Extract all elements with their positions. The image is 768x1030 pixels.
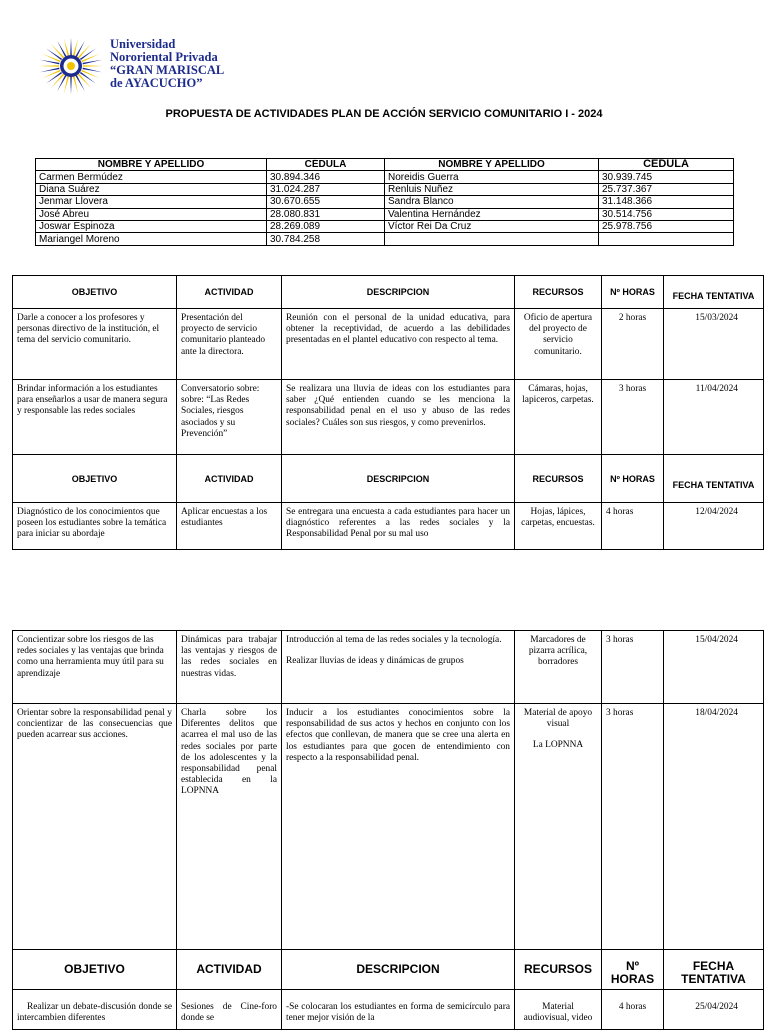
header-objetivo: OBJETIVO <box>13 455 177 503</box>
team-row <box>36 220 734 232</box>
header-horas: Nº HORAS <box>602 455 664 503</box>
cell-objetivo: Concientizar sobre los riesgos de las redes sociales y las ventajas que brinda como una herramienta muy útil para su aprendizaje <box>13 631 177 704</box>
header-fecha: FECHA TENTATIVA <box>664 455 764 503</box>
header-recursos: RECURSOS <box>515 950 602 990</box>
cell-objetivo: Realizar un debate-discusión donde se intercambien diferentes <box>13 990 177 1030</box>
cell-fecha: 12/04/2024 <box>664 503 764 550</box>
header-descripcion: DESCRIPCION <box>282 455 515 503</box>
team-cell: Sandra Blanco <box>385 196 599 208</box>
cell-objetivo: Diagnóstico de los conocimientos que poseen los estudiantes sobre la temática para iniciar su abordaje <box>13 503 177 550</box>
team-cell: Diana Suárez <box>36 183 267 195</box>
team-header-name-2: NOMBRE Y APELLIDO <box>385 159 599 171</box>
header-fecha: FECHA TENTATIVA <box>664 276 764 309</box>
header-fecha: FECHA TENTATIVA <box>664 950 764 990</box>
cell-horas: 2 horas <box>602 309 664 380</box>
cell-horas: 3 horas <box>602 704 664 950</box>
cell-descripcion: Inducir a los estudiantes conocimientos sobre la responsabilidad de sus actos y hechos en conjunto con los efectos que conllevan, de manera que se cree una alerta en los estudiantes para que gocen de entendimiento con respecto a la responsabilidad penal. <box>282 704 515 950</box>
header-actividad: ACTIVIDAD <box>177 276 282 309</box>
team-row <box>36 196 734 208</box>
activity-row <box>13 309 764 380</box>
team-cell: Víctor Rei Da Cruz <box>385 220 599 232</box>
cell-actividad: Aplicar encuestas a los estudiantes <box>177 503 282 550</box>
team-cell: Carmen Bermúdez <box>36 171 267 183</box>
cell-horas: 3 horas <box>602 380 664 455</box>
team-cell <box>385 233 599 245</box>
cell-fecha: 18/04/2024 <box>664 704 764 950</box>
cell-actividad: Conversatorio sobre: sobre: “Las Redes Sociales, riesgos asociados y su Prevención” <box>177 380 282 455</box>
cell-descripcion: Se entregara una encuesta a cada estudiantes para hacer un diagnóstico referentes a las redes sociales y la Responsabilidad Penal por su mal uso <box>282 503 515 550</box>
header-descripcion: DESCRIPCION <box>282 276 515 309</box>
activities-table-1 <box>12 275 764 550</box>
team-cell: 30.939.745 <box>599 171 734 183</box>
team-cell: 25.978.756 <box>599 220 734 232</box>
team-cell <box>599 233 734 245</box>
header-objetivo: OBJETIVO <box>13 950 177 990</box>
activity-row <box>13 503 764 550</box>
cell-recursos: Oficio de apertura del proyecto de servicio comunitario. <box>515 309 602 380</box>
team-cell: Renluis Nuñez <box>385 183 599 195</box>
team-header-name-1: NOMBRE Y APELLIDO <box>36 159 267 171</box>
cell-horas: 4 horas <box>602 503 664 550</box>
cell-descripcion-line-1: Introducción al tema de las redes sociales y la tecnología. <box>286 635 502 645</box>
document-title: PROPUESTA DE ACTIVIDADES PLAN DE ACCIÓN SERVICIO COMUNITARIO I - 2024 <box>165 108 603 120</box>
header-horas: Nº HORAS <box>602 950 664 990</box>
activity-row <box>13 704 764 950</box>
header-descripcion: DESCRIPCION <box>282 950 515 990</box>
header-recursos: RECURSOS <box>515 455 602 503</box>
header-row <box>13 455 764 503</box>
cell-actividad: Charla sobre los Diferentes delitos que acarrea el mal uso de las redes sociales por parte de los adolescentes y la responsabilidad penal establecida en la LOPNNA <box>177 704 282 950</box>
cell-descripcion: Reunión con el personal de la unidad educativa, para obtener la receptividad, de acuerdo a las debilidades presentadas en el plantel educativo con respecto al tema. <box>282 309 515 380</box>
activity-row <box>13 631 764 704</box>
team-cell: 31.148.366 <box>599 196 734 208</box>
header-objetivo: OBJETIVO <box>13 276 177 309</box>
cell-descripcion: Se realizara una lluvia de ideas con los estudiantes para saber ¿Qué entienden cuando se les menciona la responsabilidad penal en el uso y abuso de las redes sociales? Cuáles son sus riesgos, y como prevenirlos. <box>282 380 515 455</box>
university-logo-icon <box>33 33 109 99</box>
cell-fecha: 25/04/2024 <box>664 990 764 1030</box>
cell-objetivo: Orientar sobre la responsabilidad penal y concientizar de las consecuencias que pueden acarrear sus acciones. <box>13 704 177 950</box>
cell-recursos: Marcadores de pizarra acrílica, borradores <box>515 631 602 704</box>
activity-row <box>13 380 764 455</box>
team-cell: 31.024.287 <box>267 183 385 195</box>
header-row <box>13 950 764 990</box>
logo-line-1: Universidad <box>110 37 176 51</box>
logo-line-4: de AYACUCHO” <box>110 76 203 90</box>
cell-recursos-line-1: Material de apoyo visual <box>523 708 593 730</box>
cell-descripcion-line-2: Realizar lluvias de ideas y dinámicas de grupos <box>286 656 464 667</box>
logo-line-2: Nororiental Privada <box>110 50 218 64</box>
cell-recursos: Material audiovisual, video <box>515 990 602 1030</box>
team-cell: Noreidis Guerra <box>385 171 599 183</box>
team-cell: 30.670.655 <box>267 196 385 208</box>
cell-fecha: 11/04/2024 <box>664 380 764 455</box>
team-header-row <box>36 159 734 171</box>
team-cell: 28.080.831 <box>267 208 385 220</box>
header-actividad: ACTIVIDAD <box>177 950 282 990</box>
team-cell: Valentina Hernández <box>385 208 599 220</box>
cell-horas: 4 horas <box>602 990 664 1030</box>
team-row <box>36 183 734 195</box>
team-cell: 28.269.089 <box>267 220 385 232</box>
cell-descripcion: -Se colocaran los estudiantes en forma de semicírculo para tener mejor visión de la <box>282 990 515 1030</box>
cell-actividad: Dinámicas para trabajar las ventajas y riesgos de las redes sociales en nuestras vidas. <box>177 631 282 704</box>
team-row <box>36 171 734 183</box>
cell-objetivo: Brindar información a los estudiantes para enseñarlos a usar de manera segura y responsable las redes sociales <box>13 380 177 455</box>
team-table <box>35 158 734 246</box>
header-actividad: ACTIVIDAD <box>177 455 282 503</box>
team-cell: 30.514.756 <box>599 208 734 220</box>
team-cell: Joswar Espinoza <box>36 220 267 232</box>
team-cell: 30.784.258 <box>267 233 385 245</box>
cell-actividad: Sesiones de Cine-foro donde se <box>177 990 282 1030</box>
team-row <box>36 233 734 245</box>
cell-descripcion <box>282 631 515 704</box>
cell-actividad: Presentación del proyecto de servicio comunitario planteado ante la directora. <box>177 309 282 380</box>
team-cell: 30.894.346 <box>267 171 385 183</box>
team-cell: José Abreu <box>36 208 267 220</box>
team-cell: 25.737.367 <box>599 183 734 195</box>
cell-fecha: 15/04/2024 <box>664 631 764 704</box>
header-recursos: RECURSOS <box>515 276 602 309</box>
cell-horas: 3 horas <box>602 631 664 704</box>
cell-recursos-line-2: La LOPNNA <box>532 740 584 751</box>
cell-recursos: Hojas, lápices, carpetas, encuestas. <box>515 503 602 550</box>
logo-line-3: “GRAN MARISCAL <box>110 63 225 77</box>
header-row <box>13 276 764 309</box>
cell-fecha: 15/03/2024 <box>664 309 764 380</box>
activities-table-2 <box>12 630 764 1030</box>
team-cell: Jenmar Llovera <box>36 196 267 208</box>
cell-objetivo: Darle a conocer a los profesores y personas directivo de la institución, el tema del servicio comunitario. <box>13 309 177 380</box>
university-name <box>110 38 224 90</box>
team-header-id-1: CÉDULA <box>267 159 385 171</box>
team-cell: Mariangel Moreno <box>36 233 267 245</box>
cell-recursos <box>515 704 602 950</box>
team-header-id-2: CEDULA <box>599 159 734 171</box>
cell-recursos: Cámaras, hojas, lapiceros, carpetas. <box>515 380 602 455</box>
header-horas: Nº HORAS <box>602 276 664 309</box>
team-row <box>36 208 734 220</box>
